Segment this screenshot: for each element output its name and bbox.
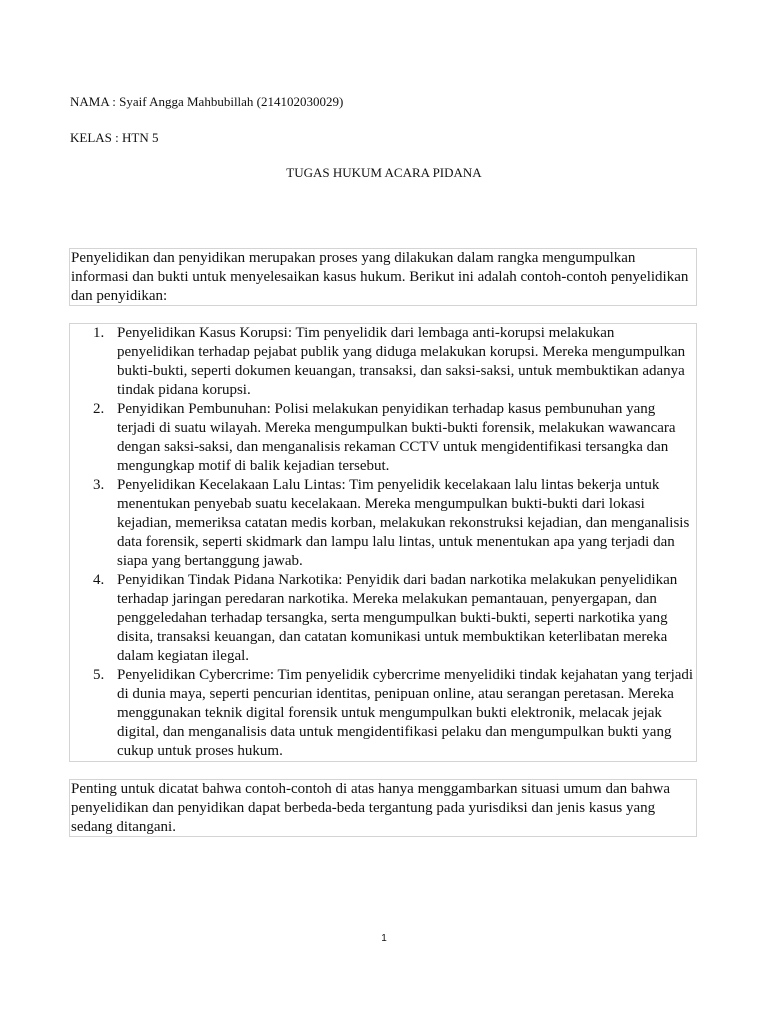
examples-list [71,324,696,761]
list-item-number: 5. [93,667,105,683]
list-item [71,324,696,400]
examples-list-box [69,323,697,762]
list-item-text: Penyelidikan Cybercrime: Tim penyelidik cybercrime menyelidiki tindak kejahatan yang terjadi di dunia maya, seperti pencurian identitas, penipuan online, atau serangan peretasan. Mereka menggunakan teknik digital forensik untuk mengumpulkan bukti elektronik, melacak jejak digital, dan menganalisis data untuk mengidentifikasi pelaku dan mengumpulkan bukti yang cukup untuk proses hukum. [117,667,694,759]
page-number: 1 [381,933,387,944]
student-class: KELAS : HTN 5 [70,130,159,145]
list-item-text: Penyidikan Pembunuhan: Polisi melakukan penyidikan terhadap kasus pembunuhan yang terjadi di suatu wilayah. Mereka mengumpulkan bukti-bukti forensik, melakukan wawancara dengan saksi-saksi, dan menganalisis rekaman CCTV untuk mengidentifikasi tersangka dan mengungkap motif di balik kejadian tersebut. [117,401,676,474]
list-item-number: 1. [93,325,105,341]
list-item-text: Penyidikan Tindak Pidana Narkotika: Penyidik dari badan narkotika melakukan penyelidikan terhadap jaringan peredaran narkotika. Mereka melakukan pemantauan, penyergapan, dan penggeledahan terhadap tersangka, serta mengumpulkan bukti-bukti, seperti narkotika yang disita, transaksi keuangan, dan catatan komunikasi untuk membuktikan keterlibatan mereka dalam kegiatan ilegal. [117,572,678,664]
list-item [71,400,696,476]
student-name: NAMA : Syaif Angga Mahbubillah (214102030029) [70,94,344,109]
list-item-number: 3. [93,477,105,493]
list-item-number: 2. [93,401,105,417]
list-item [71,571,696,666]
list-item-number: 4. [93,572,105,588]
list-item-text: Penyelidikan Kasus Korupsi: Tim penyelidik dari lembaga anti-korupsi melakukan penyelidikan terhadap pejabat publik yang diduga melakukan korupsi. Mereka mengumpulkan bukti-bukti, seperti dokumen keuangan, transaksi, dan saksi-saksi, untuk membuktikan adanya tindak pidana korupsi. [117,325,686,398]
list-item-text: Penyelidikan Kecelakaan Lalu Lintas: Tim penyelidik kecelakaan lalu lintas bekerja untuk menentukan penyebab suatu kecelakaan. Mereka mengumpulkan bukti-bukti dari lokasi kejadian, memeriksa catatan medis korban, melakukan rekonstruksi kejadian, dan menganalisis data forensik, seperti skidmark dan lampu lalu lintas, untuk menentukan apa yang terjadi dan siapa yang bertanggung jawab. [117,477,690,569]
list-item [71,666,696,761]
list-item [71,476,696,571]
intro-paragraph: Penyelidikan dan penyidikan merupakan proses yang dilakukan dalam rangka mengumpulkan informasi dan bukti untuk menyelesaikan kasus hukum. Berikut ini adalah contoh-contoh penyelidikan dan penyidikan: [69,248,697,306]
closing-paragraph: Penting untuk dicatat bahwa contoh-contoh di atas hanya menggambarkan situasi umum dan bahwa penyelidikan dan penyidikan dapat berbeda-beda tergantung pada yurisdiksi dan jenis kasus yang sedang ditangani. [69,779,697,837]
document-title: TUGAS HUKUM ACARA PIDANA [286,165,482,180]
